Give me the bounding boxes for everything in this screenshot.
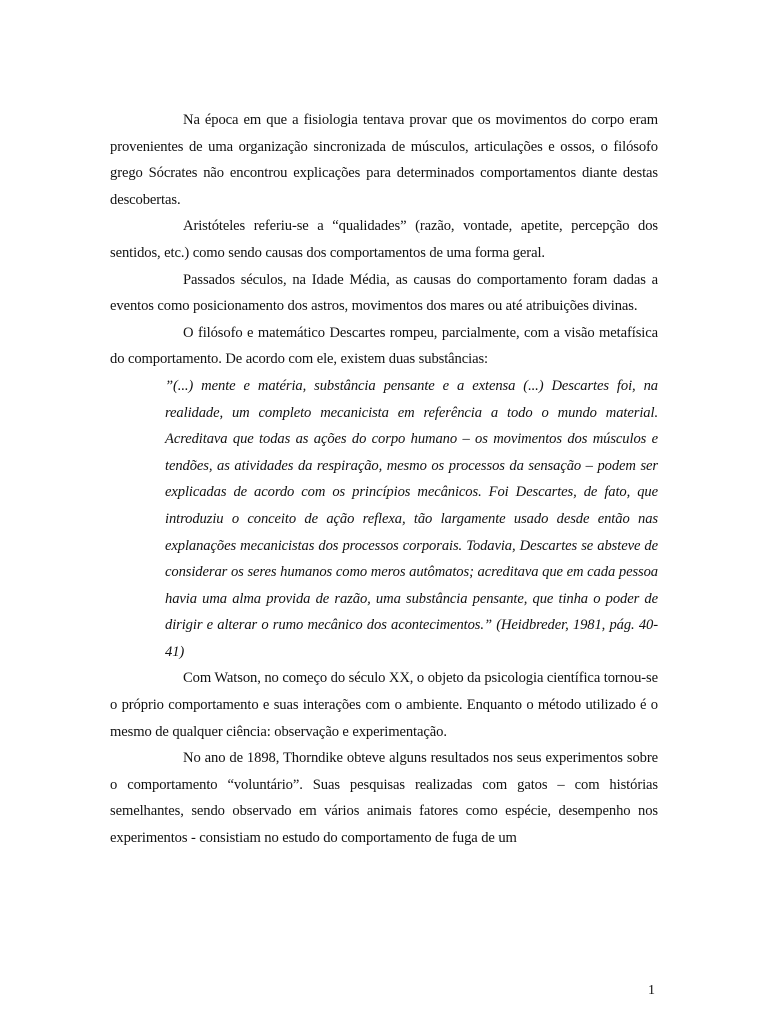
page-number: 1 (648, 983, 655, 998)
paragraph-descartes: O filósofo e matemático Descartes rompeu, parcialmente, com a visão metafísica do comportamento. De acordo com ele, existem duas substâncias: (110, 324, 658, 368)
quote-citation: (Heidbreder, 1981, pág. 40-41) (165, 617, 658, 660)
paragraph-watson: Com Watson, no começo do século XX, o objeto da psicologia científica tornou-se o próprio comportamento e suas interações com o ambiente. Enquanto o método utilizado é o mesmo de qualquer ciência: observação e experimentação. (110, 670, 658, 740)
page-body (110, 107, 658, 852)
paragraph-thorndike: No ano de 1898, Thorndike obteve alguns resultados nos seus experimentos sobre o comportamento “voluntário”. Suas pesquisas realizadas com gatos – com histórias semelhantes, sendo observado em vários animais fatores como espécie, desempenho nos experimentos - consistiam no estudo do comportamento de fuga de um (110, 750, 658, 847)
paragraph-middle-ages: Passados séculos, na Idade Média, as causas do comportamento foram dadas a eventos como posicionamento dos astros, movimentos dos mares ou até atribuições divinas. (110, 271, 658, 315)
quote-text: ”(...) mente e matéria, substância pensante e a extensa (...) Descartes foi, na realidade, um completo mecanicista em referência a todo o mundo material. Acreditava que todas as ações do corpo humano – os movimentos dos músculos e tendões, as atividades da respiração, mesmo os processos da sensação – podem ser explicadas de acordo com os princípios mecânicos. Foi Descartes, de fato, que introduziu o conceito de ação reflexa, tão largamente usado desde então nas explanações mecanicistas dos processos corporais. Todavia, Descartes se absteve de considerar os seres humanos como meros autômatos; acreditava que em cada pessoa havia uma alma provida de razão, uma substância pensante, que tinha o poder de dirigir e alterar o rumo mecânico dos acontecimentos.” (165, 377, 658, 634)
block-quote (165, 373, 658, 666)
paragraph-aristotle: Aristóteles referiu-se a “qualidades” (razão, vontade, apetite, percepção dos sentidos, etc.) como sendo causas dos comportamentos de uma forma geral. (110, 218, 658, 261)
paragraph-physiology: Na época em que a fisiologia tentava provar que os movimentos do corpo eram provenientes de uma organização sincronizada de músculos, articulações e ossos, o filósofo grego Sócrates não encontrou explicações para determinados comportamentos diante destas descobertas. (110, 112, 658, 208)
